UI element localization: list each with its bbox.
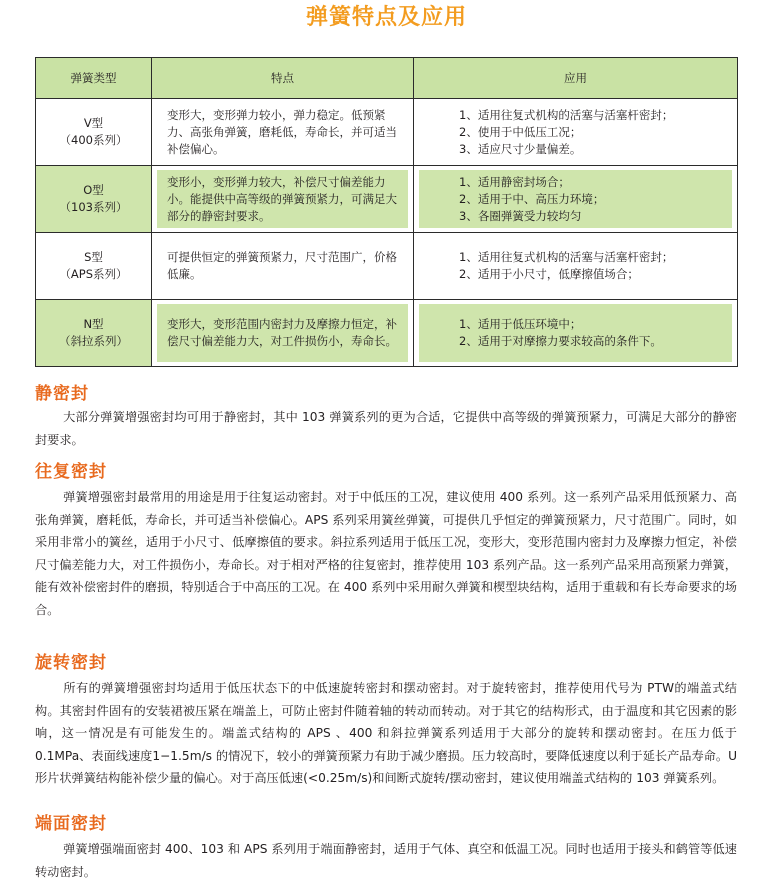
table-row [36, 300, 738, 367]
application-item: 2、使用于中低压工况； [459, 124, 582, 139]
section-body-reciprocating-seal [35, 486, 737, 621]
header-features: 特点 [152, 58, 414, 99]
features-cell [152, 166, 414, 233]
section-heading-static-seal: 静密封 [35, 384, 89, 404]
applications-list [459, 174, 604, 225]
spring-type-cell [36, 99, 152, 166]
application-item: 1、适用往复式机构的活塞与活塞杆密封； [459, 107, 674, 122]
application-item: 1、适用于低压环境中； [459, 317, 582, 331]
section-text: 弹簧增强密封最常用的用途是用于往复运动密封。对于中低压的工况，建议使用 400 系列。这一系列产品采用低预紧力、高张角弹簧，磨耗低，寿命长，并可适当补偿偏心。APS 系列采用簧丝弹簧，可提供几乎恒定的弹簧预紧力，尺寸范围广。同时，如采用非常小的簧丝，适用于小尺寸、低摩擦值的要求。斜拉系列适用于低压工况，变形大，变形范围内密封力及摩擦力恒定，补偿尺寸偏差能力大，对工件损伤小，寿命长。对于相对严格的往复密封，推荐使用 103 系列产品。这一系列产品采用高预紧力弹簧，能有效补偿密封件的磨损，特别适合于中高压的工况。在 400 系列中采用耐久弹簧和楔型块结构，适用于重载和有长寿命要求的场合。 [35, 490, 737, 617]
section-heading-reciprocating-seal: 往复密封 [35, 462, 107, 482]
applications-list [459, 249, 673, 283]
header-applications: 应用 [414, 58, 738, 99]
section-heading-face-seal: 端面密封 [35, 814, 107, 834]
table-row [36, 99, 738, 166]
application-item: 3、各圈弹簧受力较均匀 [459, 208, 582, 223]
spring-type-name: S型 [84, 250, 103, 264]
features-text: 变形大，变形范围内密封力及摩擦力恒定，补偿尺寸偏差能力大，对工件损伤小，寿命长。 [167, 317, 397, 348]
application-item: 3、适应尺寸少量偏差。 [459, 141, 582, 156]
section-heading-rotary-seal: 旋转密封 [35, 653, 107, 673]
section-text: 所有的弹簧增强密封均适用于低压状态下的中低速旋转密封和摆动密封。对于旋转密封，推荐使用代号为 PTW的端盖式结构。其密封件固有的安装裙被压紧在端盖上，可防止密封件随着轴的转动而转动。对于其它的结构形式，由于温度和其它因素的影响，这一情况是有可能发生的。端盖式结构的 APS 、400 和斜拉弹簧系列适用于大部分的旋转和摆动密封。在压力低于 0.1MPa、表面线速度1−1.5m/s 的情况下，较小的弹簧预紧力有助于减少磨损。压力较高时，要降低速度以利于延长产品寿命。U 形片状弹簧结构能补偿少量的偏心。对于高压低速(<0.25m/s)和间断式旋转/摆动密封，建议使用端盖式结构的 103 弹簧系列。 [35, 681, 737, 785]
header-spring-type: 弹簧类型 [36, 58, 152, 99]
features-text: 可提供恒定的弹簧预紧力，尺寸范围广，价格低廉。 [167, 250, 397, 281]
spring-type-series: （103系列） [59, 200, 128, 214]
spring-type-cell [36, 233, 152, 300]
spring-type-name: N型 [83, 317, 104, 331]
spring-type-name: V型 [83, 116, 104, 130]
features-cell [152, 233, 414, 300]
section-text: 弹簧增强端面密封 400、103 和 APS 系列用于端面静密封，适用于气体、真空和低温工况。同时也适用于接头和鹤管等低速转动密封。 [35, 842, 737, 879]
spring-spec-table [35, 57, 738, 367]
spring-type-cell [36, 166, 152, 233]
spring-type-cell [36, 300, 152, 367]
application-item: 2、适用于小尺寸，低摩擦值场合； [459, 267, 639, 281]
applications-cell [414, 99, 738, 166]
applications-list [459, 107, 673, 158]
section-body-rotary-seal [35, 677, 737, 790]
applications-list [459, 316, 662, 350]
section-body-static-seal [35, 406, 737, 451]
applications-cell [414, 166, 738, 233]
spring-type-series: （APS系列） [59, 267, 128, 281]
application-item: 2、适用于对摩擦力要求较高的条件下。 [459, 334, 662, 348]
applications-cell [414, 233, 738, 300]
spring-type-series: （400系列） [59, 133, 128, 147]
table-header-row [36, 58, 738, 99]
features-text: 变形大，变形弹力较小，弹力稳定。低预紧力、高张角弹簧，磨耗低，寿命长，并可适当补偿偏心。 [167, 107, 397, 156]
section-text: 大部分弹簧增强密封均可用于静密封，其中 103 弹簧系列的更为合适，它提供中高等级的弹簧预紧力，可满足大部分的静密封要求。 [35, 410, 737, 447]
page-title: 弹簧特点及应用 [305, 5, 467, 30]
spring-type-name: O型 [83, 183, 104, 197]
features-text: 变形小，变形弹力较大，补偿尺寸偏差能力小。能提供中高等级的弹簧预紧力，可满足大部分的静密封要求。 [167, 174, 397, 223]
application-item: 2、适用于中、高压力环境； [459, 191, 605, 206]
table-row [36, 166, 738, 233]
section-body-face-seal [35, 838, 737, 883]
table-row [36, 233, 738, 300]
features-cell [152, 300, 414, 367]
application-item: 1、适用往复式机构的活塞与活塞杆密封； [459, 250, 674, 264]
application-item: 1、适用静密封场合； [459, 174, 570, 189]
features-cell [152, 99, 414, 166]
spring-type-series: （斜拉系列） [59, 334, 128, 348]
applications-cell [414, 300, 738, 367]
